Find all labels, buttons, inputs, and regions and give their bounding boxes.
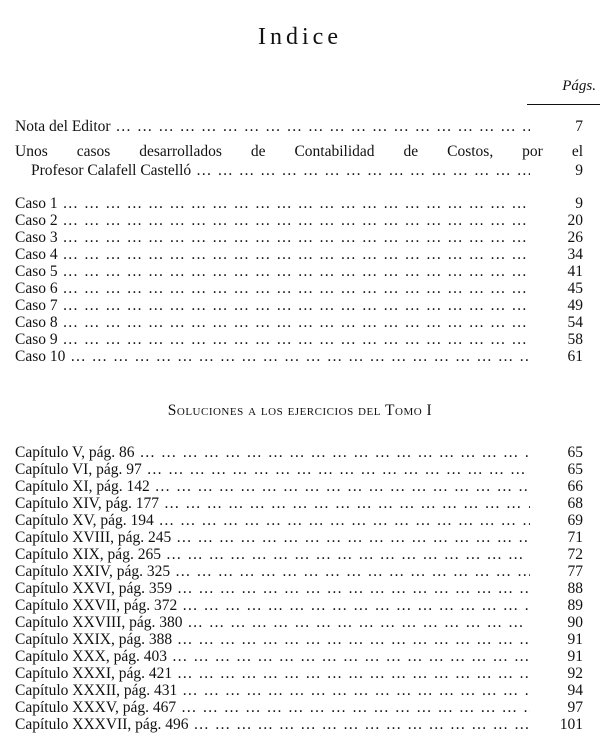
toc-entry-label: Capítulo XXX, pág. 403 … … … … … … … … … … … … … … … … … … … … … … … … … … … … … … … … … … … … … … … … … … … … … … xyxy=(15,648,530,666)
toc-entry-capitulo xyxy=(15,546,583,564)
toc-entry-label: Capítulo XVIII, pág. 245 … … … … … … … … … … … … … … … … … … … … … … … … … … … … … … … … … … … … … … … … … … … … … … xyxy=(15,529,530,547)
toc-entry-label: Capítulo XXXII, pág. 431 … … … … … … … … … … … … … … … … … … … … … … … … … … … … … … … … … … … … … … … … … … … … … … xyxy=(15,682,530,700)
toc-entry-capitulo xyxy=(15,444,583,462)
toc-entry-capitulo xyxy=(15,699,583,717)
toc-entry-page: 9 xyxy=(575,195,583,212)
toc-entry-capitulo xyxy=(15,614,583,632)
toc-entry-capitulo xyxy=(15,631,583,649)
toc-entry-page: 41 xyxy=(567,263,583,280)
toc-entry-label: Capítulo XXXI, pág. 421 … … … … … … … … … … … … … … … … … … … … … … … … … … … … … … … … … … … … … … … … … … … … … … xyxy=(15,665,530,683)
toc-entry-capitulo xyxy=(15,563,583,581)
toc-entry-capitulo xyxy=(15,716,583,734)
toc-entry-page: 65 xyxy=(567,461,583,478)
toc-entry-label: Caso 9 … … … … … … … … … … … … … … … … … … … … … … … … … … … … … … … … … … … … … … … … … … … … … … xyxy=(15,331,530,349)
toc-entry-label: Capítulo XXVI, pág. 359 … … … … … … … … … … … … … … … … … … … … … … … … … … … … … … … … … … … … … … … … … … … … … … xyxy=(15,580,530,598)
pages-column-header: Págs. xyxy=(562,78,596,94)
toc-entry-capitulo xyxy=(15,682,583,700)
toc-entry-label: Capítulo XXIX, pág. 388 … … … … … … … … … … … … … … … … … … … … … … … … … … … … … … … … … … … … … … … … … … … … … … xyxy=(15,631,530,649)
toc-entry-page: 20 xyxy=(567,212,583,229)
toc-entry-label: Capítulo XXVIII, pág. 380 … … … … … … … … … … … … … … … … … … … … … … … … … … … … … … … … … … … … … … … … … … … … … … xyxy=(15,614,530,632)
toc-entry-page: 45 xyxy=(567,280,583,297)
toc-entry-page: 94 xyxy=(567,682,583,699)
toc-entry-capitulo xyxy=(15,597,583,615)
toc-entry-page: 72 xyxy=(567,546,583,563)
toc-entry-caso xyxy=(15,212,583,230)
toc-entry-page: 91 xyxy=(567,631,583,648)
toc-entry-label: Nota del Editor … … … … … … … … … … … … … … … … … … … … … … … … … … … … … … … … … … … … … … … … … … … … … … xyxy=(15,118,530,136)
toc-entry-caso xyxy=(15,331,583,349)
toc-entry-capitulo xyxy=(15,648,583,666)
toc-entry-label: Profesor Calafell Castelló … … … … … … … … … … … … … … … … … … … … … … … … … … … … … … … … … … … … … … … … … … … … … … xyxy=(31,162,530,180)
toc-entry-label: Capítulo XV, pág. 194 … … … … … … … … … … … … … … … … … … … … … … … … … … … … … … … … … … … … … … … … … … … … … … xyxy=(15,512,530,530)
toc-entry-label: Capítulo V, pág. 86 … … … … … … … … … … … … … … … … … … … … … … … … … … … … … … … … … … … … … … … … … … … … … … xyxy=(15,444,530,462)
toc-entry-page: 91 xyxy=(567,648,583,665)
toc-entry-label: Caso 10 … … … … … … … … … … … … … … … … … … … … … … … … … … … … … … … … … … … … … … … … … … … … … … xyxy=(15,348,530,366)
toc-entry-nota xyxy=(15,118,583,136)
toc-entry-label: Caso 1 … … … … … … … … … … … … … … … … … … … … … … … … … … … … … … … … … … … … … … … … … … … … … … xyxy=(15,195,530,213)
toc-entry-capitulo xyxy=(15,529,583,547)
toc-entry-page: 88 xyxy=(567,580,583,597)
toc-entry-label: Capítulo VI, pág. 97 … … … … … … … … … … … … … … … … … … … … … … … … … … … … … … … … … … … … … … … … … … … … … … xyxy=(15,461,530,479)
toc-entry-caso xyxy=(15,263,583,281)
toc-entry-label: Capítulo XXXV, pág. 467 … … … … … … … … … … … … … … … … … … … … … … … … … … … … … … … … … … … … … … … … … … … … … … xyxy=(15,699,530,717)
toc-entry-page: 54 xyxy=(567,314,583,331)
toc-entry-page: 97 xyxy=(567,699,583,716)
toc-entry-page: 65 xyxy=(567,444,583,461)
toc-entry-intro xyxy=(31,162,583,180)
toc-entry-label: Caso 4 … … … … … … … … … … … … … … … … … … … … … … … … … … … … … … … … … … … … … … … … … … … … … … xyxy=(15,246,530,264)
toc-entry-page: 7 xyxy=(575,118,583,135)
toc-entry-page: 90 xyxy=(567,614,583,631)
toc-entry-caso xyxy=(15,314,583,332)
toc-entry-page: 26 xyxy=(567,229,583,246)
toc-entry-capitulo xyxy=(15,512,583,530)
toc-entry-label: Caso 2 … … … … … … … … … … … … … … … … … … … … … … … … … … … … … … … … … … … … … … … … … … … … … … xyxy=(15,212,530,230)
toc-entry-label: Capítulo XXIV, pág. 325 … … … … … … … … … … … … … … … … … … … … … … … … … … … … … … … … … … … … … … … … … … … … … … xyxy=(15,563,530,581)
toc-entry-label: Caso 8 … … … … … … … … … … … … … … … … … … … … … … … … … … … … … … … … … … … … … … … … … … … … … … xyxy=(15,314,530,332)
toc-entry-capitulo xyxy=(15,580,583,598)
toc-entry-label: Capítulo XIV, pág. 177 … … … … … … … … … … … … … … … … … … … … … … … … … … … … … … … … … … … … … … … … … … … … … … xyxy=(15,495,530,513)
toc-entry-capitulo xyxy=(15,478,583,496)
toc-entry-page: 58 xyxy=(567,331,583,348)
header-rule xyxy=(527,104,600,105)
toc-entry-label: Capítulo XIX, pág. 265 … … … … … … … … … … … … … … … … … … … … … … … … … … … … … … … … … … … … … … … … … … … … … … xyxy=(15,546,530,564)
toc-entry-capitulo xyxy=(15,665,583,683)
toc-entry-caso xyxy=(15,297,583,315)
toc-entry-caso xyxy=(15,195,583,213)
toc-entry-page: 66 xyxy=(567,478,583,495)
toc-entry-label: Caso 3 … … … … … … … … … … … … … … … … … … … … … … … … … … … … … … … … … … … … … … … … … … … … … … xyxy=(15,229,530,247)
toc-entry-capitulo xyxy=(15,461,583,479)
toc-entry-page: 101 xyxy=(559,716,583,733)
toc-entry-page: 71 xyxy=(567,529,583,546)
toc-entry-page: 61 xyxy=(567,348,583,365)
toc-entry-page: 68 xyxy=(567,495,583,512)
toc-entry-label: Capítulo XI, pág. 142 … … … … … … … … … … … … … … … … … … … … … … … … … … … … … … … … … … … … … … … … … … … … … … xyxy=(15,478,530,496)
toc-entry-caso xyxy=(15,246,583,264)
toc-entry-intro-line1: Unos casos desarrollados de Contabilidad de Costos, por el xyxy=(15,143,583,160)
toc-entry-label: Capítulo XXXVII, pág. 496 … … … … … … … … … … … … … … … … … … … … … … … … … … … … … … … … … … … … … … … … … … … … … … xyxy=(15,716,530,734)
toc-entry-page: 92 xyxy=(567,665,583,682)
toc-entry-label: Caso 5 … … … … … … … … … … … … … … … … … … … … … … … … … … … … … … … … … … … … … … … … … … … … … … xyxy=(15,263,530,281)
section-heading: Soluciones a los ejercicios del Tomo I xyxy=(167,402,433,419)
toc-entry-page: 34 xyxy=(567,246,583,263)
toc-entry-caso xyxy=(15,229,583,247)
toc-entry-page: 89 xyxy=(567,597,583,614)
toc-entry-label: Caso 7 … … … … … … … … … … … … … … … … … … … … … … … … … … … … … … … … … … … … … … … … … … … … … … xyxy=(15,297,530,315)
toc-entry-page: 69 xyxy=(567,512,583,529)
toc-entry-caso xyxy=(15,348,583,366)
page-title: Indice xyxy=(258,24,342,50)
toc-entry-page: 49 xyxy=(567,297,583,314)
toc-entry-caso xyxy=(15,280,583,298)
toc-entry-capitulo xyxy=(15,495,583,513)
toc-entry-label: Caso 6 … … … … … … … … … … … … … … … … … … … … … … … … … … … … … … … … … … … … … … … … … … … … … … xyxy=(15,280,530,298)
toc-entry-page: 77 xyxy=(567,563,583,580)
toc-entry-label: Capítulo XXVII, pág. 372 … … … … … … … … … … … … … … … … … … … … … … … … … … … … … … … … … … … … … … … … … … … … … … xyxy=(15,597,530,615)
toc-entry-page: 9 xyxy=(575,162,583,179)
